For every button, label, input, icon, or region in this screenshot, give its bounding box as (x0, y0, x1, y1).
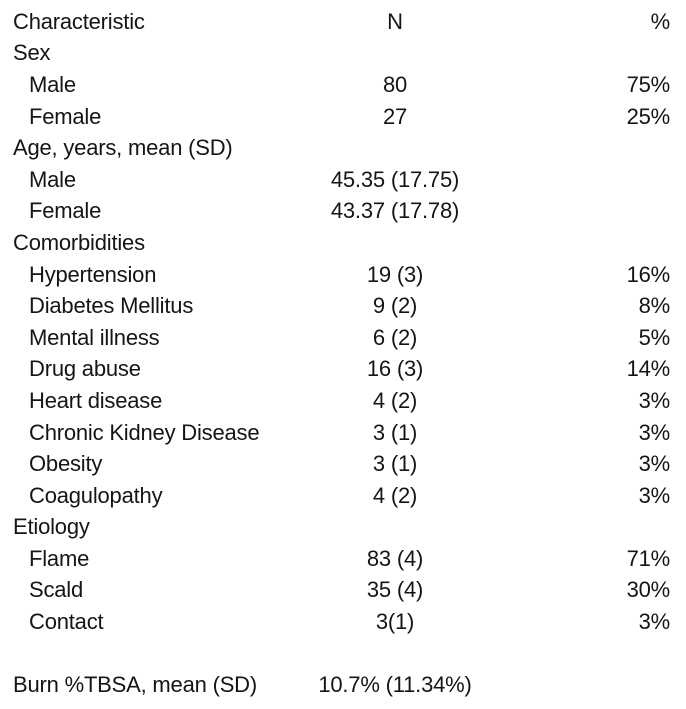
row-label: Sex (13, 40, 51, 66)
row-percent-value: 71% (626, 545, 670, 571)
table-row (13, 417, 670, 449)
table-row (13, 354, 670, 386)
table-row (13, 69, 670, 101)
table-row (13, 164, 670, 196)
row-percent-value: 3% (638, 387, 670, 413)
row-label: Female (29, 103, 102, 129)
row-label: Drug abuse (29, 356, 141, 382)
row-label: Diabetes Mellitus (29, 293, 194, 319)
row-n-value: 83 (4) (366, 545, 424, 571)
row-label: Age, years, mean (SD) (13, 135, 233, 161)
table-header-row (13, 6, 670, 38)
row-percent-value: 3% (638, 482, 670, 508)
row-label: Hypertension (29, 261, 157, 287)
table-row (13, 259, 670, 291)
row-label: Comorbidities (13, 229, 145, 255)
row-label: Flame (29, 545, 90, 571)
row-label: Obesity (29, 451, 103, 477)
row-n-value: 27 (382, 103, 408, 129)
table-row (13, 575, 670, 607)
row-label: Etiology (13, 514, 90, 540)
row-label: Contact (29, 609, 104, 635)
table-row (13, 385, 670, 417)
table-row (13, 480, 670, 512)
row-label: Mental illness (29, 324, 160, 350)
row-label: Female (29, 198, 102, 224)
row-label: Coagulopathy (29, 482, 163, 508)
row-label: Scald (29, 577, 84, 603)
row-n-value: 9 (2) (372, 293, 418, 319)
table-row (13, 38, 670, 70)
row-label: Male (29, 166, 76, 192)
row-n-value: 16 (3) (366, 356, 424, 382)
row-percent-value: 5% (638, 324, 670, 350)
row-label: Chronic Kidney Disease (29, 419, 260, 445)
row-percent-value: 3% (638, 419, 670, 445)
row-n-value: 3(1) (375, 609, 415, 635)
row-n-value: 45.35 (17.75) (330, 166, 460, 192)
column-header-n: N (387, 8, 403, 34)
row-n-value: 80 (382, 71, 408, 97)
table-row (13, 512, 670, 544)
column-header-characteristic: Characteristic (13, 8, 145, 34)
row-n-value: 3 (1) (372, 451, 418, 477)
table-row (13, 227, 670, 259)
table-row (13, 196, 670, 228)
row-n-value: 3 (1) (372, 419, 418, 445)
table-row (13, 669, 670, 701)
row-percent-value: 3% (638, 451, 670, 477)
row-n-value: 19 (3) (366, 261, 424, 287)
row-percent-value: 25% (626, 103, 670, 129)
table-row (13, 448, 670, 480)
row-n-value: 35 (4) (366, 577, 424, 603)
row-label: Burn %TBSA, mean (SD) (13, 672, 257, 698)
row-n-value: 6 (2) (372, 324, 418, 350)
table-row (13, 101, 670, 133)
row-n-value: 10.7% (11.34%) (318, 672, 472, 698)
row-percent-value: 3% (638, 609, 670, 635)
row-label: Male (29, 71, 76, 97)
table-row (13, 132, 670, 164)
table-row (13, 606, 670, 638)
row-n-value: 4 (2) (372, 387, 418, 413)
row-n-value: 43.37 (17.78) (330, 198, 460, 224)
table-body (13, 38, 670, 701)
table-row (13, 290, 670, 322)
row-percent-value: 8% (638, 293, 670, 319)
column-header-percent: % (650, 8, 670, 34)
row-percent-value: 75% (626, 71, 670, 97)
row-percent-value: 14% (626, 356, 670, 382)
table-row (13, 322, 670, 354)
row-percent-value: 16% (626, 261, 670, 287)
table-row (13, 543, 670, 575)
row-label: Heart disease (29, 387, 163, 413)
row-n-value: 4 (2) (372, 482, 418, 508)
table-row (13, 638, 670, 670)
row-percent-value: 30% (626, 577, 670, 603)
